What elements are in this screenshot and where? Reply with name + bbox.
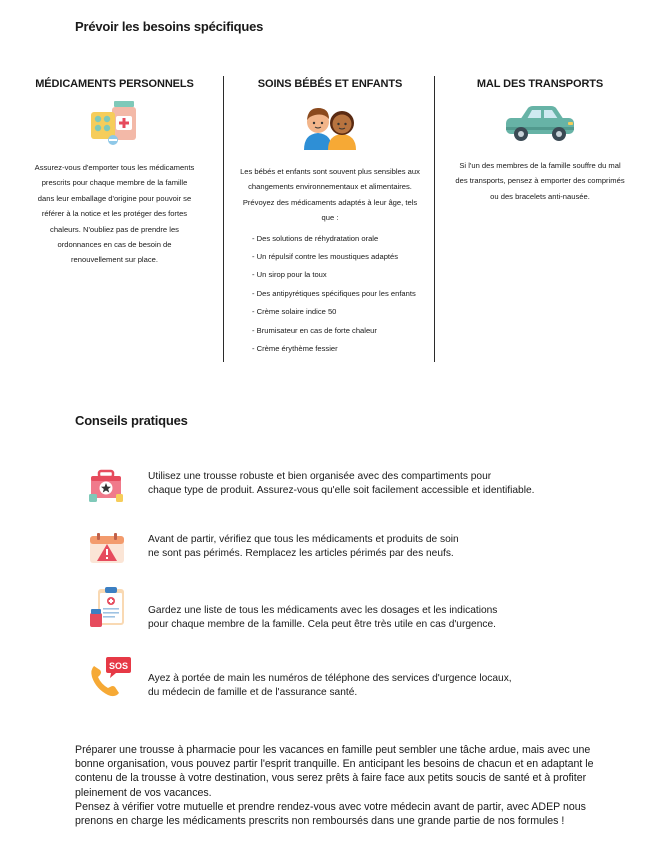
column-medicaments — [12, 76, 217, 364]
tip-item — [88, 531, 628, 571]
tip-text — [148, 672, 628, 699]
list-item: - Crème solaire indice 50 — [252, 307, 337, 317]
tip-item — [88, 656, 628, 696]
car-icon — [502, 100, 578, 144]
medicine-icon — [89, 100, 141, 146]
column-text: Assurez-vous d'emporter tous les médicaments prescrits pour chaque membre de la famille dans leur emballage d'origine pour pouvoir se référer à la notice et les protéger des fortes chaleurs. N'oubliez pas de prendre les ordonnances en cas de besoin de renouvellement sur place. — [34, 163, 195, 265]
tip-line: chaque type de produit. Assurez-vous qu'elle soit facilement accessible et identifiable. — [148, 484, 535, 496]
children-items-list — [252, 230, 430, 359]
tip-text — [148, 533, 628, 560]
tip-item — [88, 585, 628, 630]
outro-text — [75, 743, 595, 828]
outro-paragraph: Pensez à vérifier votre mutuelle et prendre rendez-vous avec votre médecin avant de partir, avec ADEP nous prenons en charge les médicaments prescrits non remboursés dans une grande partie de nos formules ! — [75, 800, 586, 828]
column-mal-transports — [440, 76, 640, 364]
column-divider — [223, 76, 224, 362]
section-title-besoins: Prévoir les besoins spécifiques — [75, 19, 264, 34]
column-title: SOINS BÉBÉS ET ENFANTS — [257, 78, 403, 90]
sos-phone-icon — [88, 656, 132, 698]
tip-line: du médecin de famille et de l'assurance santé. — [148, 686, 358, 698]
first-aid-kit-icon — [88, 468, 124, 504]
column-soins-bebes — [230, 76, 430, 364]
column-text: Les bébés et enfants sont souvent plus sensibles aux changements environnementaux et alimentaires. Prévoyez des médicaments adaptés à leur âge, tels que : — [240, 167, 420, 223]
tip-line: Gardez une liste de tous les médicaments avec les dosages et les indications — [148, 605, 498, 616]
children-icon — [300, 100, 360, 150]
needs-columns — [12, 76, 652, 364]
column-divider — [434, 76, 435, 362]
list-item: - Brumisateur en cas de forte chaleur — [252, 325, 377, 335]
column-title: MAL DES TRANSPORTS — [476, 78, 604, 90]
tip-line: Avant de partir, vérifiez que tous les médicaments et produits de soin — [148, 534, 459, 545]
list-item: - Un sirop pour la toux — [252, 270, 327, 280]
tip-line: Ayez à portée de main les numéros de téléphone des services d'urgence locaux, — [148, 673, 512, 684]
list-item: - Un répulsif contre les moustiques adaptés — [252, 252, 399, 262]
tip-line: Utilisez une trousse robuste et bien organisée avec des compartiments pour — [148, 471, 492, 482]
section-title-conseils: Conseils pratiques — [75, 413, 188, 428]
column-text: Si l'un des membres de la famille souffre du mal des transports, pensez à emporter des comprimés ou des bracelets anti-nausée. — [455, 161, 625, 201]
tip-text — [148, 470, 628, 497]
tip-text — [148, 604, 628, 631]
list-item: - Des solutions de réhydratation orale — [252, 233, 379, 243]
clipboard-icon — [88, 585, 128, 629]
list-item: - Crème érythème fessier — [252, 344, 338, 354]
tip-line: ne sont pas périmés. Remplacez les articles périmés par des neufs. — [148, 547, 454, 559]
list-item: - Des antipyrétiques spécifiques pour les enfants — [252, 288, 416, 298]
tip-item — [88, 468, 628, 508]
calendar-warning-icon — [88, 531, 126, 565]
outro-paragraph: Préparer une trousse à pharmacie pour les vacances en famille peut sembler une tâche ardue, mais avec une bonne organisation, vous pouvez partir l'esprit tranquille. En anticipant les besoins de chacun et en adaptant le contenu de la trousse à votre destination, vous serez prêts à faire face aux petits soucis de santé et à profiter pleinement de vos vacances. — [75, 744, 594, 799]
column-title: MÉDICAMENTS PERSONNELS — [35, 78, 194, 90]
sos-badge: SOS — [108, 661, 129, 671]
tip-line: pour chaque membre de la famille. Cela peut être très utile en cas d'urgence. — [148, 618, 496, 630]
